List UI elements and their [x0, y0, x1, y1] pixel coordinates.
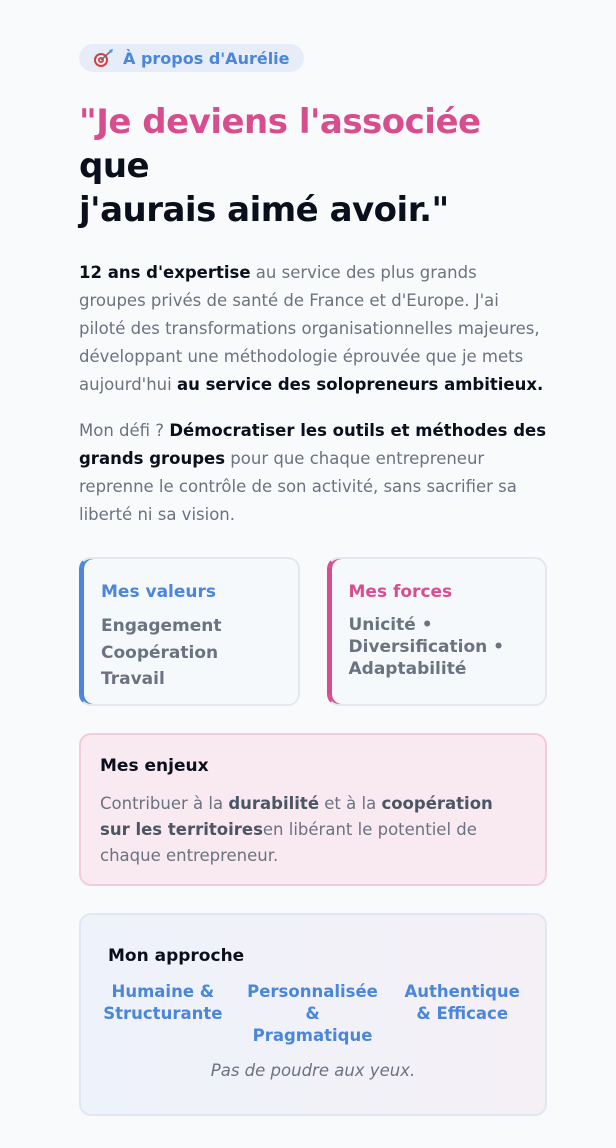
approche-item-line: Pragmatique: [252, 1026, 373, 1045]
challenge-lead: Mon défi ?: [79, 421, 170, 440]
value-item: Engagement: [101, 616, 222, 636]
strengths-list: [349, 614, 536, 680]
target-dart-icon: [91, 48, 115, 68]
approche-item-line: & Efficace: [416, 1004, 509, 1023]
strength-item: [349, 636, 536, 658]
challenge-bold: Démocratiser les outils et méthodes des grands groupes: [79, 421, 547, 468]
value-item: Coopération: [101, 642, 219, 663]
enjeux-text: [100, 791, 527, 869]
approche-title: Mon approche: [108, 946, 245, 966]
strength-item: [349, 658, 536, 680]
enjeux-bold-durabilite: durabilité: [228, 794, 320, 813]
approche-item-humaine: [88, 981, 238, 1047]
challenge-paragraph: [79, 417, 547, 529]
strength-label: Diversification: [348, 637, 488, 657]
title-accent: "Je deviens l'associée: [79, 102, 481, 142]
intro-bold-solopreneurs: au service des solopreneurs ambitieux.: [176, 375, 544, 394]
approche-note: Pas de poudre aux yeux.: [210, 1061, 416, 1080]
approche-card: [79, 913, 547, 1116]
about-badge: [79, 44, 304, 72]
badge-label: À propos d'Aurélie: [123, 48, 290, 68]
value-item: Travail: [101, 669, 165, 689]
enjeux-text-part: et à la: [319, 794, 382, 813]
values-strengths-cards: [79, 557, 547, 706]
strength-label: Unicité: [348, 615, 416, 635]
strength-separator: •: [415, 615, 433, 635]
title-rest: que: [79, 146, 150, 186]
enjeux-text-part: en libérant le potentiel de chaque entrepreneur.: [100, 820, 477, 865]
approche-item-line: Humaine &: [111, 982, 215, 1001]
approche-items: [88, 981, 537, 1047]
strength-item: [349, 614, 536, 636]
intro-bold-expertise: 12 ans d'expertise: [79, 263, 251, 282]
strength-separator: •: [487, 637, 505, 657]
intro-paragraph: [79, 259, 547, 399]
values-card: [79, 557, 300, 706]
strengths-card: [327, 557, 548, 706]
approche-item-authentique: [387, 981, 537, 1047]
values-list: [101, 613, 288, 693]
title-line2: j'aurais aimé avoir.": [79, 190, 449, 230]
approche-item-line: Personnalisée: [247, 982, 378, 1001]
strengths-card-title: Mes forces: [348, 582, 453, 602]
intro-text: au service des plus grands groupes privés de santé de France et d'Europe. J'ai piloté des transformations organisationnelles majeures, développant une méthodologie éprouvée que je mets aujourd'hui: [79, 263, 540, 394]
enjeux-card: [79, 733, 547, 886]
page-title: [79, 100, 547, 232]
approche-item-line: &: [305, 1004, 320, 1023]
approche-item-personnalisee: [238, 981, 388, 1047]
challenge-text: pour que chaque entrepreneur reprenne le contrôle de son activité, sans sacrifier sa liberté ni sa vision.: [79, 449, 517, 524]
strength-label: Adaptabilité: [348, 659, 467, 679]
approche-item-line: Structurante: [103, 1004, 223, 1023]
approche-item-line: Authentique: [404, 982, 520, 1001]
enjeux-text-part: Contribuer à la: [100, 794, 229, 813]
values-card-title: Mes valeurs: [101, 582, 216, 602]
enjeux-title: Mes enjeux: [100, 756, 209, 776]
enjeux-bold-cooperation: coopération sur les territoires: [100, 794, 493, 839]
